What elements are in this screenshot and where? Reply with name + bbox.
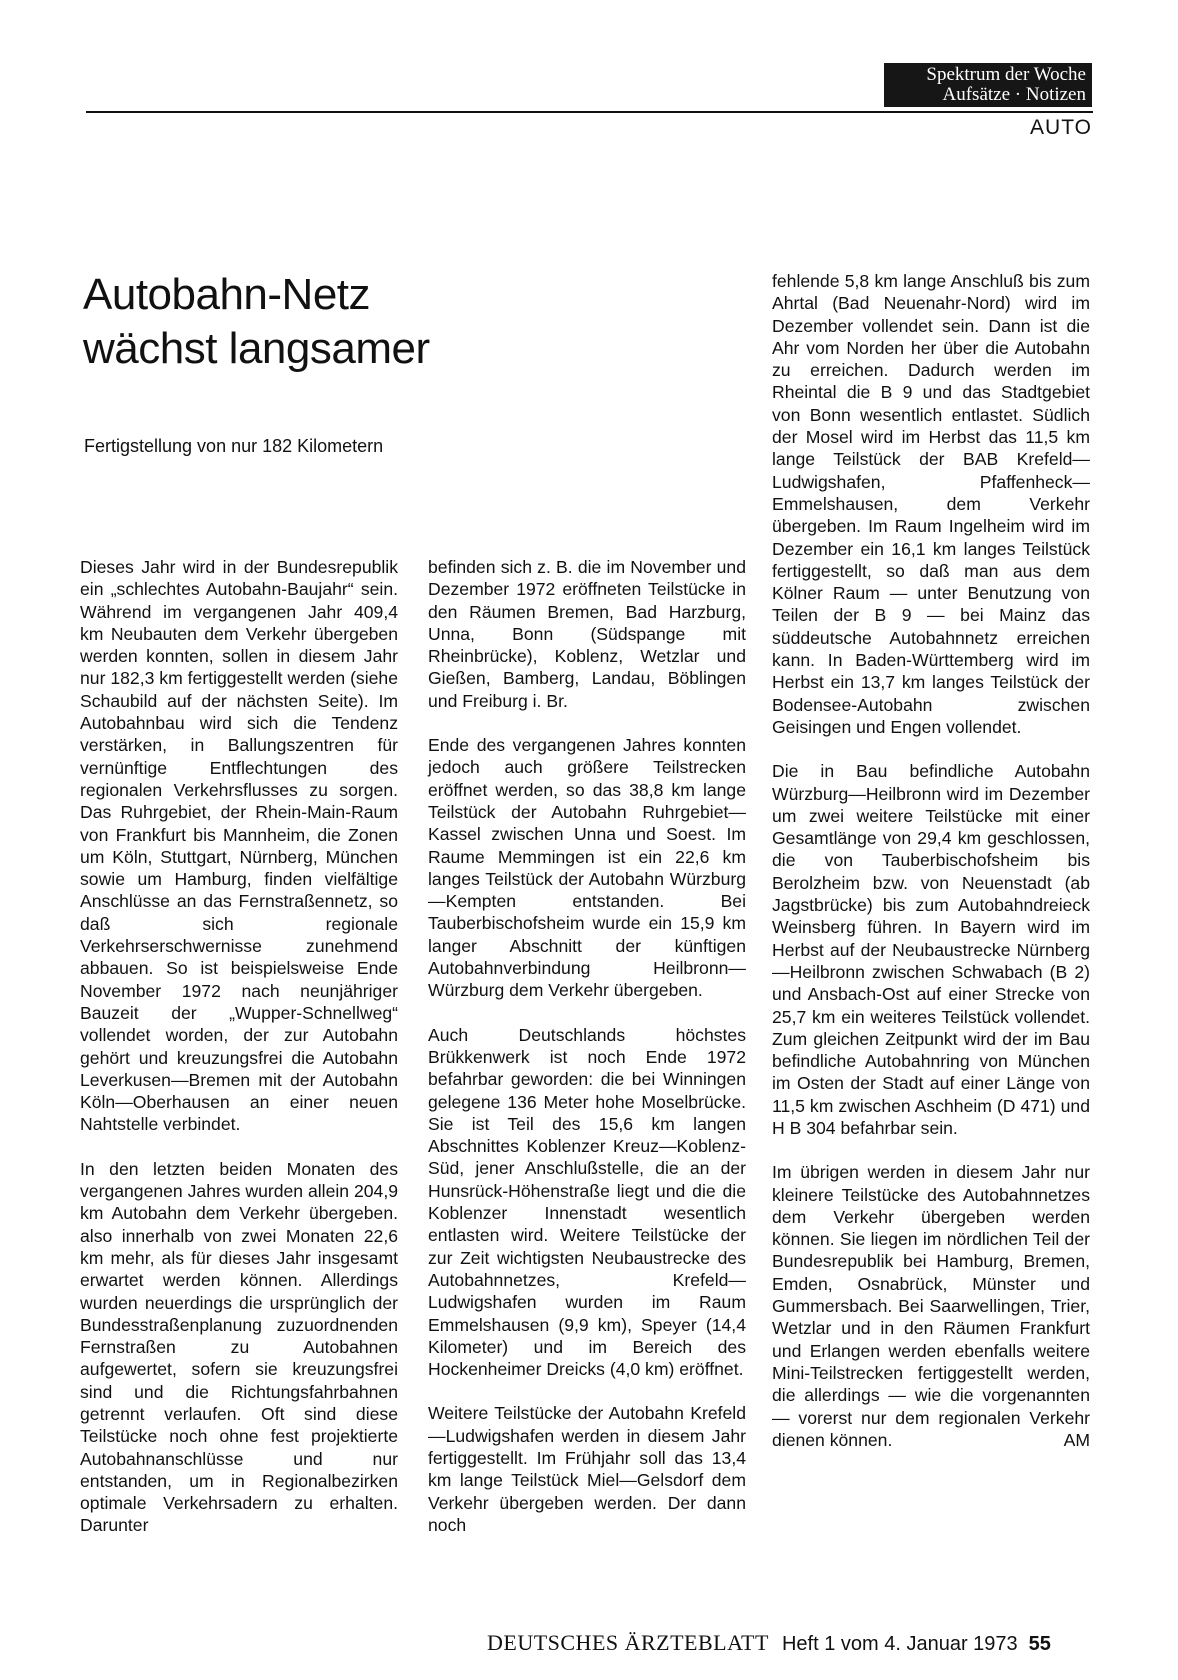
page-footer xyxy=(487,1630,1051,1656)
header-rule xyxy=(86,111,1093,113)
section-header-line2: Aufsätze · Notizen xyxy=(942,84,1086,105)
paragraph-last xyxy=(772,1161,1090,1451)
paragraph: befinden sich z. B. die im November und Dezember 1972 eröffneten Teilstücke in den Räumen Bremen, Bad Harzburg, Unna, Bonn (Südspange mit Rheinbrücke), Koblenz, Wetzlar und Gießen, Bamberg, Landau, Böblingen und Freiburg i. Br. xyxy=(428,557,746,711)
paragraph-text: Im übrigen werden in diesem Jahr nur kleinere Teilstücke des Autobahnnetzes dem Verkehr übergeben werden können. Sie liegen im nördlichen Teil der Bundesrepublik bei Hamburg, Bremen, Emden, Osnabrück, Münster und Gummersbach. Bei Saarwellingen, Trier, Wetzlar und in den Räumen Frankfurt und Erlangen werden ebenfalls weitere Mini-Teilstrecken fertiggestellt werden, die allerdings — wie die vorgenannten — vorerst nur dem regionalen Verkehr dienen können. xyxy=(772,1162,1090,1450)
paragraph: Die in Bau befindliche Autobahn Würzburg—Heilbronn wird im Dezember um zwei weitere Teilstücke mit einer Gesamtlänge von 29,4 km geschlossen, die von Tauberbischofsheim bis Berolzheim bzw. von Neuenstadt (ab Jagstbrücke) bis zum Autobahndreieck Weinsberg führen. In Bayern wird im Herbst auf der Neubaustrecke Nürnberg—Heilbronn zwischen Schwabach (B 2) und Ansbach-Ost auf einer Strecke von 25,7 km ein weiteres Teilstück vollendet. Zum gleichen Zeitpunkt wird der im Bau befindliche Autobahnring von München im Osten der Stadt auf einer Länge von 11,5 km zwischen Aschheim (D 471) und H B 304 befahrbar sein. xyxy=(772,761,1090,1138)
article-column-1 xyxy=(80,556,398,1537)
paragraph: fehlende 5,8 km lange Anschluß bis zum Ahrtal (Bad Neuenahr-Nord) wird im Dezember vollendet sein. Dann ist die Ahr vom Norden her über die Autobahn zu erreichen. Dadurch werden im Rheintal die B 9 und das Stadtgebiet von Bonn wesentlich entlastet. Südlich der Mosel wird im Herbst das 11,5 km lange Teilstück der BAB Krefeld—Ludwigshafen, Pfaffenheck—Emmelshausen, dem Verkehr übergeben. Im Raum Ingelheim wird im Dezember ein 16,1 km langes Teilstück fertiggestellt, so daß man aus dem Kölner Raum — unter Benutzung von Teilen der B 9 — bei Mainz das süddeutsche Autobahnnetz erreichen kann. In Baden-Württemberg wird im Herbst ein 13,7 km langes Teilstück der Bodensee-Autobahn zwischen Geisingen und Engen vollendet. xyxy=(772,271,1090,737)
issue-info: Heft 1 vom 4. Januar 1973 xyxy=(781,1633,1018,1655)
author-signature: AM xyxy=(1063,1429,1090,1450)
paragraph: Dieses Jahr wird in der Bundesrepublik ein „schlechtes Autobahn-Baujahr“ sein. Während im vergangenen Jahr 409,4 km Neubauten dem Verkehr übergeben werden konnten, sollen in diesem Jahr nur 182,3 km fertiggestellt werden (siehe Schaubild auf der nächsten Seite). Im Autobahnbau wird sich die Tendenz verstärken, in Ballungszentren für vernünftige Entflechtungen des regionalen Verkehrsflusses zu sorgen. Das Ruhrgebiet, der Rhein-Main-Raum von Frankfurt bis Mannheim, die Zonen um Köln, Stuttgart, Nürnberg, München sowie um Hamburg, finden vielfältige Anschlüsse an das Fernstraßennetz, so daß sich regionale Verkehrserschwernisse zunehmend abbauen. So ist beispielsweise Ende November 1972 nach neunjähriger Bauzeit der „Wupper-Schnellweg“ vollendet worden, der zur Autobahn gehört und kreuzungsfrei die Autobahn Leverkusen—Bremen mit der Autobahn Köln—Oberhausen an einer neuen Nahtstelle verbindet. xyxy=(80,557,398,1135)
section-label: AUTO xyxy=(1030,116,1092,139)
section-header-box xyxy=(884,63,1092,107)
article-column-3 xyxy=(772,270,1090,1451)
article-title-line2: wächst langsamer xyxy=(83,324,430,373)
magazine-name: DEUTSCHES ÄRZTEBLATT xyxy=(487,1630,769,1655)
article-subtitle: Fertigstellung von nur 182 Kilometern xyxy=(84,436,384,456)
paragraph: Auch Deutschlands höchstes Brükkenwerk ist noch Ende 1972 befahrbar geworden: die bei Winningen gelegene 136 Meter hohe Moselbrücke. Sie ist Teil des 15,6 km langen Abschnittes Koblenzer Kreuz—Koblenz-Süd, jener Anschlußstelle, die an der Hunsrück-Höhenstraße liegt und die die Koblenzer Innenstadt wesentlich entlasten wird. Weitere Teilstücke der zur Zeit wichtigsten Neubaustrecke des Autobahnnetzes, Krefeld—Ludwigshafen wurden im Raum Emmelshausen (9,9 km), Speyer (14,4 Kilometer) und im Bereich des Hockenheimer Dreicks (4,0 km) eröffnet. xyxy=(428,1024,746,1380)
paragraph: In den letzten beiden Monaten des vergangenen Jahres wurden allein 204,9 km Autobahn dem Verkehr übergeben. also innerhalb von zwei Monaten 22,6 km mehr, als für dieses Jahr insgesamt erwartet werden können. Allerdings wurden neuerdings die ursprünglich der Bundesstraßenplanung zuzuordnenden Fernstraßen zu Autobahnen aufgewertet, sofern sie kreuzungsfrei sind und die Richtungsfahrbahnen getrennt verlaufen. Oft sind diese Teilstücke noch ohne fest projektierte Autobahnanschlüsse und nur entstanden, um in Regionalbezirken optimale Verkehrsadern zu erhalten. Darunter xyxy=(80,1158,398,1536)
article-column-2 xyxy=(428,556,746,1536)
section-header-line1: Spektrum der Woche xyxy=(926,64,1086,85)
article-title xyxy=(83,268,430,376)
page-number: 55 xyxy=(1028,1633,1051,1655)
paragraph: Ende des vergangenen Jahres konnten jedoch auch größere Teilstrecken eröffnet werden, so das 38,8 km lange Teilstück der Autobahn Ruhrgebiet—Kassel zwischen Unna und Soest. Im Raume Memmingen ist ein 22,6 km langes Teilstück der Autobahn Würzburg—Kempten entstanden. Bei Tauberbischofsheim wurde ein 15,9 km langer Abschnitt der künftigen Autobahnverbindung Heilbronn—Würzburg dem Verkehr übergeben. xyxy=(428,735,746,1001)
paragraph: Weitere Teilstücke der Autobahn Krefeld—Ludwigshafen werden in diesem Jahr fertiggestellt. Im Frühjahr soll das 13,4 km lange Teilstück Miel—Gelsdorf dem Verkehr übergeben werden. Der dann noch xyxy=(428,1403,746,1535)
article-title-line1: Autobahn-Netz xyxy=(83,270,371,319)
